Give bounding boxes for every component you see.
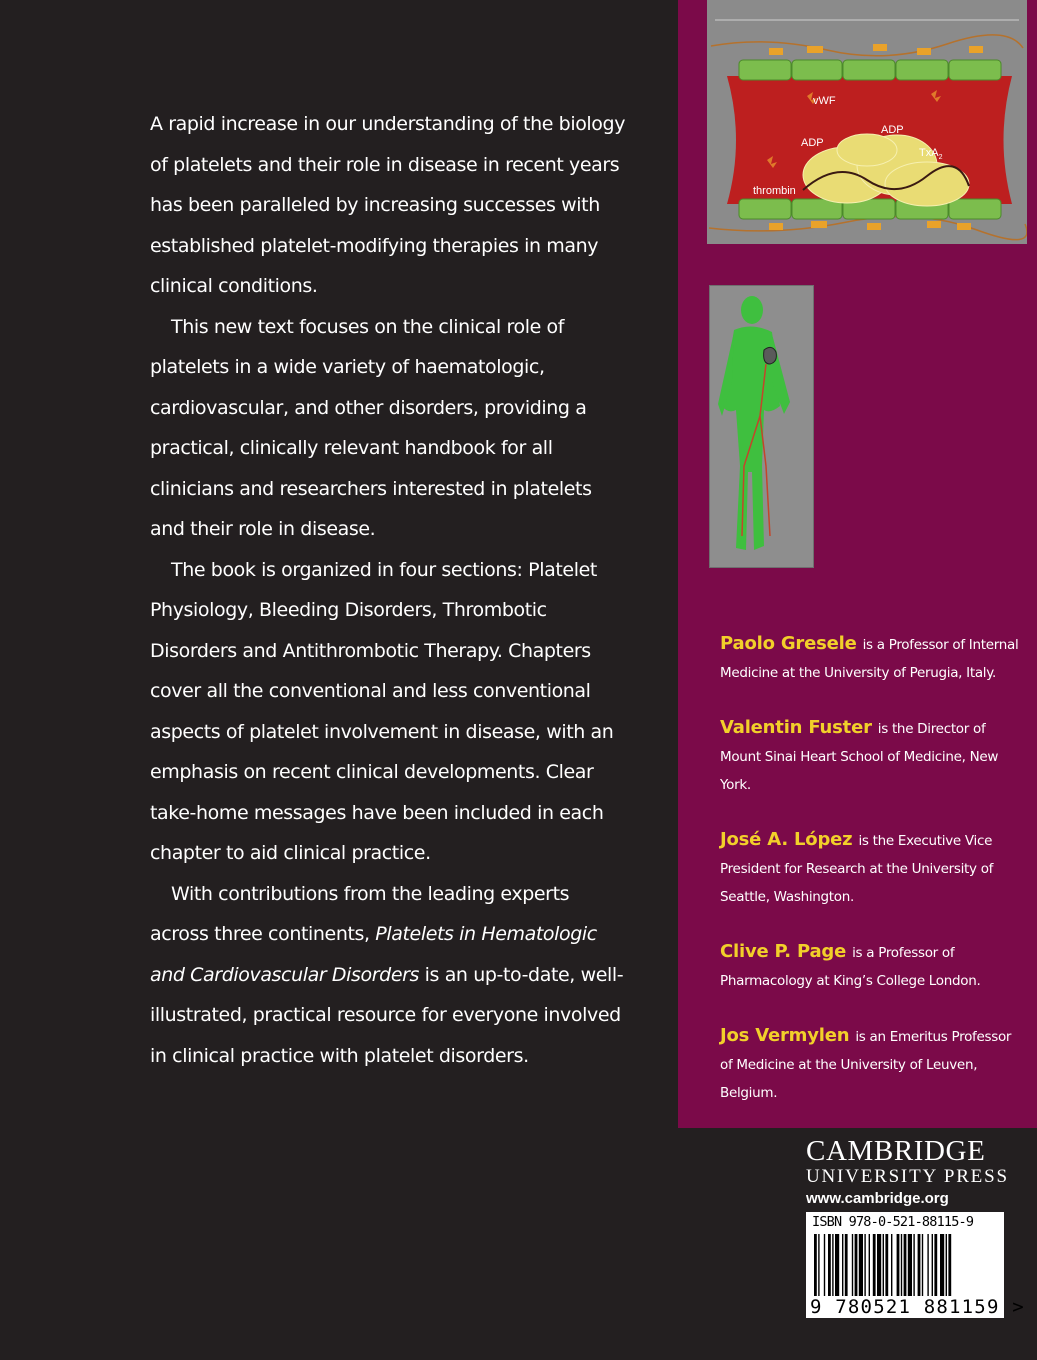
barcode-bars bbox=[814, 1234, 998, 1296]
author-entry bbox=[720, 938, 1020, 995]
isbn-number: ISBN 978-0-521-88115-9 bbox=[812, 1214, 974, 1230]
isbn-barcode bbox=[806, 1212, 1025, 1318]
author-name: Valentin Fuster bbox=[720, 717, 872, 738]
author-entry bbox=[720, 1022, 1020, 1107]
author-list bbox=[720, 630, 1020, 1134]
publisher-url[interactable]: www.cambridge.org bbox=[806, 1190, 949, 1207]
publisher-name: CAMBRIDGE bbox=[806, 1135, 986, 1167]
author-bio: is the Director of Mount Sinai Heart School of Medicine, New York. bbox=[720, 721, 999, 793]
author-entry bbox=[720, 826, 1020, 911]
blurb-p4-rest: is an up-to-date, well-illustrated, practical resource for everyone involved in clinical practice with platelet disorders. bbox=[150, 963, 624, 1067]
publisher-logo bbox=[806, 1135, 1009, 1209]
human-body-illustration bbox=[709, 285, 814, 568]
label-adp-2: ADP bbox=[801, 137, 824, 149]
author-name: Paolo Gresele bbox=[720, 633, 857, 654]
label-thrombin: thrombin bbox=[753, 185, 796, 197]
label-txa-subscript: 2 bbox=[938, 154, 943, 161]
author-entry bbox=[720, 630, 1020, 687]
label-txa: TxA bbox=[919, 147, 939, 159]
author-name: Jos Vermylen bbox=[720, 1025, 850, 1046]
publisher-subtitle: UNIVERSITY PRESS bbox=[806, 1166, 1009, 1187]
label-vwf: vWF bbox=[813, 95, 836, 107]
author-name: José A. López bbox=[720, 829, 853, 850]
blood-vessel-illustration bbox=[707, 0, 1027, 244]
author-bio: is the Executive Vice President for Research at the University of Seattle, Washington. bbox=[720, 833, 994, 905]
book-title-italic: Platelets in Hematologic and Cardiovascular Disorders bbox=[150, 923, 597, 986]
blurb-paragraph-3: The book is organized in four sections: Platelet Physiology, Bleeding Disorders, Thrombotic Disorders and Antithrombotic Therapy. Chapters cover all the conventional and less conventional aspects of platelet involvement in disease, with an emphasis on recent clinical developments. Clear take-home messages have been included in each chapter to aid clinical practice. bbox=[150, 558, 614, 864]
blurb-paragraph-4 bbox=[150, 874, 630, 1077]
author-entry bbox=[720, 714, 1020, 799]
blurb-paragraph-1: A rapid increase in our understanding of the biology of platelets and their role in disease in recent years has been paralleled by increasing successes with established platelet-modifying therapies in many clinical conditions. bbox=[150, 113, 626, 297]
author-name: Clive P. Page bbox=[720, 941, 847, 962]
blurb-paragraph-2: This new text focuses on the clinical role of platelets in a wide variety of haematologic, cardiovascular, and other disorders, providing a practical, clinically relevant handbook for all clinicians and researchers interested in platelets and their role in disease. bbox=[150, 315, 592, 540]
blurb-p4-intro: With contributions from the leading experts across three continents, bbox=[150, 882, 570, 945]
label-adp-1: ADP bbox=[881, 124, 904, 136]
author-bio: is a Professor of Internal Medicine at the University of Perugia, Italy. bbox=[720, 637, 1019, 681]
back-cover-blurb bbox=[150, 104, 630, 1076]
barcode-digits: 9 780521 881159 > bbox=[810, 1296, 1025, 1318]
author-bio: is a Professor of Pharmacology at King’s College London. bbox=[720, 945, 981, 989]
author-bio: is an Emeritus Professor of Medicine at the University of Leuven, Belgium. bbox=[720, 1029, 1012, 1101]
